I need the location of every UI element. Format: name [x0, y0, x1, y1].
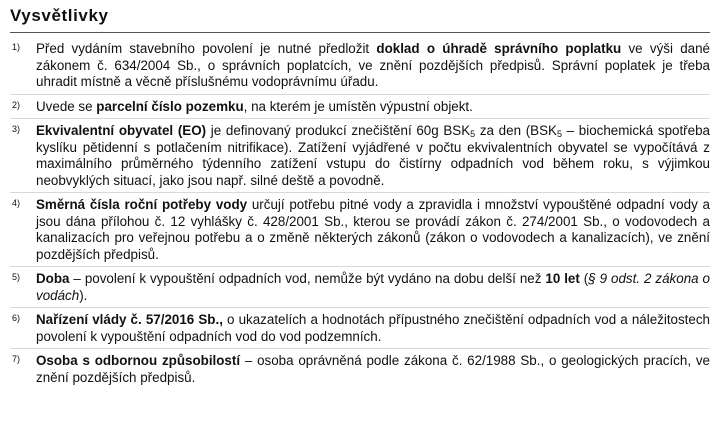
note-text: – osoba oprávněná podle zákona č. 62/1988 Sb., o geologických pracích, ve znění pozdějších předpisů. [36, 353, 710, 385]
note-text: Před vydáním stavebního povolení je nutné předložit [36, 41, 377, 56]
subscript: 5 [556, 129, 562, 139]
note-bold-text: Osoba s odbornou způsobilostí [36, 353, 241, 368]
note-number: 6) [12, 313, 21, 323]
note-number: 3) [12, 124, 21, 134]
note-3 [10, 123, 710, 193]
note-4 [10, 197, 710, 267]
note-text: – biochemická spotřeba kyslíku pětidenní s potlačením nitrifikace). Zatížení vyjádřené v počtu ekvivalentních obyvatel se vypočítává z maximálního průměrného týdenního zatížení vstupu do čistírny odpadních vod během roku, s výjimkou neobvyklých situací, jako jsou např. silné deště a povodně. [36, 123, 710, 188]
note-text: za den (BSK [475, 123, 557, 138]
note-text: , na kterém je umístěn výpustní objekt. [243, 98, 473, 114]
note-text: o ukazatelích a hodnotách přípustného znečištění odpadních vod a náležitostech povolení k vypouštění odpadních vod do vod podzemních. [36, 312, 710, 344]
note-1 [10, 41, 710, 95]
note-bold-text: Doba [36, 271, 70, 286]
note-number: 7) [12, 354, 21, 364]
note-bold-text: Ekvivalentní obyvatel (EO) [36, 123, 207, 138]
note-number: 4) [12, 198, 21, 208]
note-bold-text: Nařízení vlády č. 57/2016 Sb., [36, 312, 223, 327]
title-row [10, 6, 710, 33]
note-text: Uvede se [36, 98, 97, 114]
note-6 [10, 312, 710, 349]
note-7 [10, 353, 710, 389]
note-text: ). [79, 287, 88, 303]
note-text: je definovaný produkcí znečištění 60g BSK [206, 123, 471, 138]
note-bold-text: 10 let [545, 271, 580, 286]
note-text: ve výši dané zákonem č. 634/2004 Sb., o správních poplatcích, ve znění pozdějších předpisů. Správní poplatek je třeba uhradit místně a věcně příslušnému vodoprávnímu úřadu. [36, 41, 710, 89]
note-number: 2) [12, 99, 21, 110]
note-text: určují potřebu pitné vody a zpravidla i množství vypouštěné odpadní vody a jsou dána přílohou č. 12 vyhlášky č. 428/2001 Sb., kterou se provádí zákon č. 274/2001 Sb., o vodovodech a kanalizacích pro veřejnou potřebu a o změně některých zákonů (zákon o vodovodech a kanalizacích), ve znění pozdějších předpisů. [36, 197, 710, 262]
note-text: – povolení k vypouštění odpadních vod, nemůže být vydáno na dobu delší než [69, 271, 546, 286]
note-text: ( [579, 271, 589, 286]
note-2 [10, 99, 710, 120]
note-number: 1) [12, 42, 21, 52]
note-bold-text: parcelní číslo pozemku [96, 98, 244, 114]
note-bold-text: doklad o úhradě správního poplatku [376, 41, 622, 56]
page-title: Vysvětlivky [10, 6, 109, 25]
note-number: 5) [12, 272, 21, 282]
subscript: 5 [470, 129, 476, 139]
note-5 [10, 271, 710, 308]
note-bold-text: Směrná čísla roční potřeby vody [36, 197, 248, 212]
note-italic-text: § 9 odst. 2 zákona o vodách [36, 271, 710, 303]
